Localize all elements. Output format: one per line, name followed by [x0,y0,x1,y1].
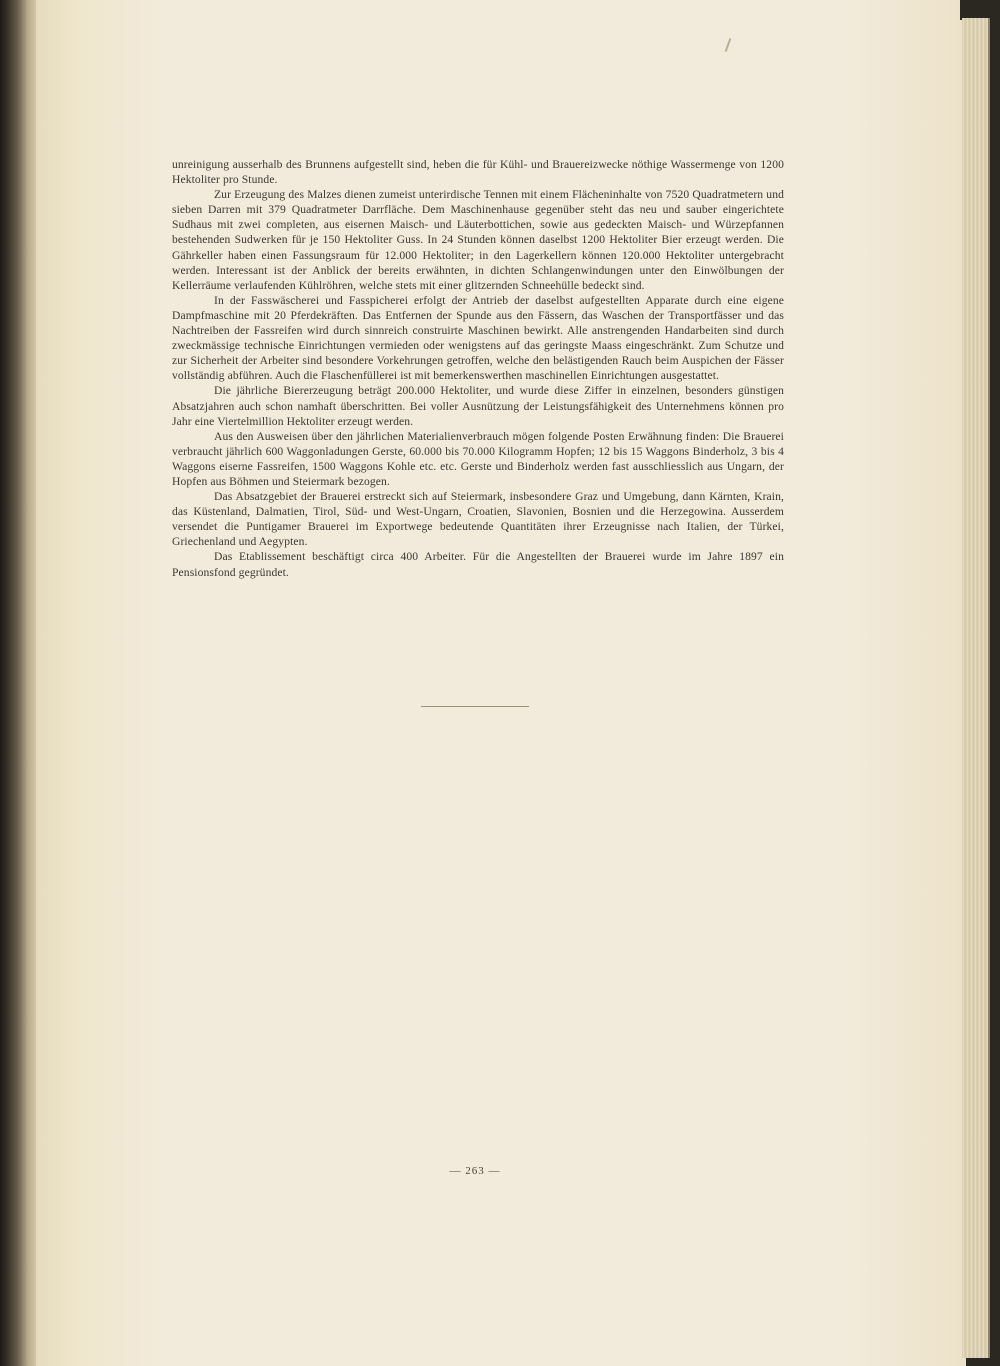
paragraph: Das Absatzgebiet der Brauerei erstreckt sich auf Steiermark, insbesondere Graz und Umgebung, dann Kärnten, Krain, das Küstenland, Dalmatien, Tirol, Süd- und West-Ungarn, Croatien, Slavonien, Bosnien und die Herzegowina. Ausserdem versendet die Puntigamer Brauerei im Exportwege bedeutende Quantitäten ihrer Erzeugnisse nach Italien, der Türkei, Griechenland und Aegypten. [172,490,784,549]
paragraph: In der Fasswäscherei und Fasspicherei erfolgt der Antrieb der daselbst aufgestellten Apparate durch eine eigene Dampfmaschine mit 20 Pferdekräften. Das Entfernen der Spunde aus den Fässern, das Waschen der Transportfässer und das Nachtreiben der Fassreifen wird durch sinnreich construirte Maschinen bewirkt. Alle anstrengenden Handarbeiten sind durch zweckmässige technische Einrichtungen vermieden oder wenigstens auf das geringste Maass eingeschränkt. Zum Schutze und zur Sicherheit der Arbeiter sind besondere Vorkehrungen getroffen, welche den belästigenden Rauch beim Auspichen der Fässer vollständig abführen. Auch die Flaschenfüllerei ist mit bemerkenswerthen maschinellen Einrichtungen ausgestattet. [172,293,784,383]
body-text [172,157,784,580]
paragraph: Aus den Ausweisen über den jährlichen Materialienverbrauch mögen folgende Posten Erwähnung finden: Die Brauerei verbraucht jährlich 600 Waggonladungen Gerste, 60.000 bis 70.000 Kilogramm Hopfen; 12 bis 15 Waggons Binderholz, 3 bis 4 Waggons eiserne Fassreifen, 1500 Waggons Kohle etc. etc. Gerste und Binderholz werden fast ausschliesslich aus Ungarn, der Hopfen aus Böhmen und Steiermark bezogen. [172,429,784,488]
page-corner-shadow [960,0,1000,20]
section-divider [421,706,529,707]
paragraph: unreinigung ausserhalb des Brunnens aufgestellt sind, heben die für Kühl- und Brauereizwecke nöthige Wassermenge von 1200 Hektoliter pro Stunde. [172,158,784,187]
book-binding [0,0,38,1366]
page-number: — 263 — [449,1165,501,1177]
paragraph: Die jährliche Biererzeugung beträgt 200.000 Hektoliter, und wurde diese Ziffer in einzelnen, besonders günstigen Absatzjahren auch schon namhaft überschritten. Bei voller Ausnützung der Leistungsfähigkeit des Unternehmens können pro Jahr eine Viertelmillion Hektoliter erzeugt werden. [172,384,784,428]
paragraph: Das Etablissement beschäftigt circa 400 Arbeiter. Für die Angestellten der Brauerei wurde im Jahre 1897 ein Pensionsfond gegründet. [172,550,784,579]
paragraph: Zur Erzeugung des Malzes dienen zumeist unterirdische Tennen mit einem Flächeninhalte von 7520 Quadratmetern und sieben Darren mit 379 Quadratmeter Darrfläche. Dem Maschinenhause gegenüber steht das neu und sauber eingerichtete Sudhaus mit zwei completen, aus eisernen Maisch- und Läuterbottichen, sowie aus gedeckten Maisch- und Würzepfannen bestehenden Sudwerken für je 150 Hektoliter Guss. In 24 Stunden können daselbst 1200 Hektoliter Bier erzeugt werden. Die Gährkeller haben einen Fassungsraum für 12.000 Hektoliter; in den Lagerkellern können 120.000 Hektoliter untergebracht werden. Interessant ist der Anblick der bereits erwähnten, in dichten Schlangenwindungen unter den Einwölbungen der Kellerräume verlaufenden Kühlröhren, welche stets mit einer glitzernden Schneehülle bedeckt sind. [172,188,784,292]
page-edges [962,18,990,1358]
